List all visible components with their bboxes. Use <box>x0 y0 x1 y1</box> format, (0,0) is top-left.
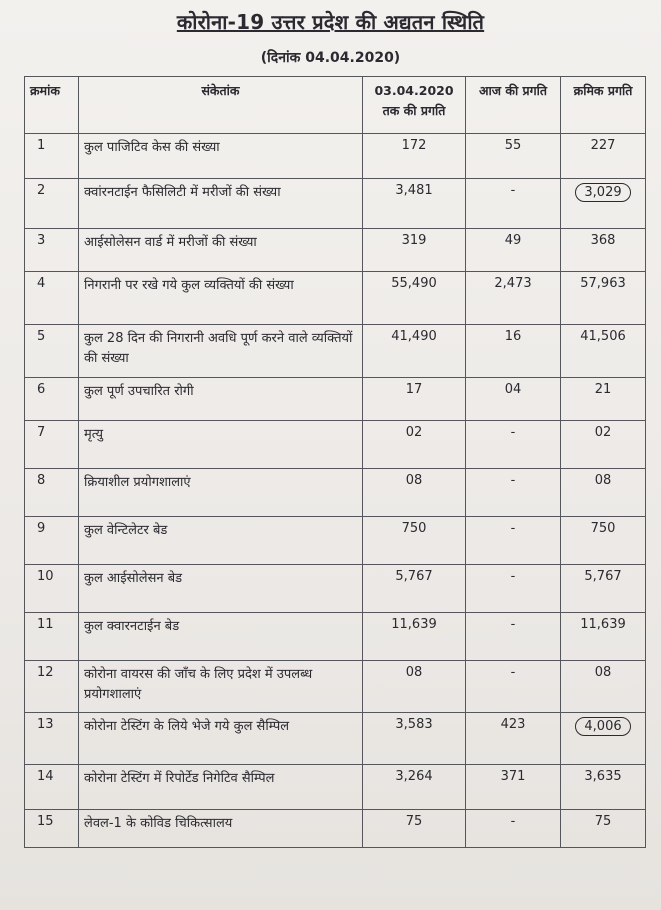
row-today-progress: - <box>466 421 561 469</box>
row-previous-progress: 75 <box>363 810 466 848</box>
row-indicator: कुल क्वारनटाईन बेड <box>79 613 363 661</box>
row-serial: 14 <box>25 765 79 810</box>
row-serial: 13 <box>25 713 79 765</box>
row-previous-progress: 41,490 <box>363 325 466 378</box>
row-indicator: कुल पूर्ण उपचारित रोगी <box>79 378 363 421</box>
row-cumulative-progress: 5,767 <box>561 565 646 613</box>
row-serial: 12 <box>25 661 79 713</box>
table-row <box>25 765 646 810</box>
row-cumulative-progress <box>561 179 646 229</box>
header-previous: 03.04.2020 तक की प्रगति <box>363 77 466 134</box>
row-previous-progress: 08 <box>363 661 466 713</box>
row-indicator: निगरानी पर रखे गये कुल व्यक्तियों की संख्या <box>79 272 363 325</box>
row-indicator: क्रियाशील प्रयोगशालाएं <box>79 469 363 517</box>
row-cumulative-progress: 11,639 <box>561 613 646 661</box>
row-today-progress: 55 <box>466 134 561 179</box>
row-cumulative-progress: 57,963 <box>561 272 646 325</box>
row-today-progress: 371 <box>466 765 561 810</box>
row-previous-progress: 11,639 <box>363 613 466 661</box>
page-title: कोरोना-19 उत्तर प्रदेश की अद्यतन स्थिति <box>176 10 485 34</box>
row-serial: 3 <box>25 229 79 272</box>
row-indicator: आईसोलेसन वार्ड में मरीजों की संख्या <box>79 229 363 272</box>
row-cumulative-progress: 08 <box>561 469 646 517</box>
circled-value: 4,006 <box>575 717 630 736</box>
row-today-progress: - <box>466 810 561 848</box>
row-previous-progress: 3,264 <box>363 765 466 810</box>
row-previous-progress: 3,481 <box>363 179 466 229</box>
table-row <box>25 179 646 229</box>
row-today-progress: 2,473 <box>466 272 561 325</box>
header-today: आज की प्रगति <box>466 77 561 134</box>
row-serial: 10 <box>25 565 79 613</box>
row-cumulative-progress: 368 <box>561 229 646 272</box>
row-today-progress: 49 <box>466 229 561 272</box>
table-row <box>25 272 646 325</box>
page-subtitle: (दिनांक 04.04.2020) <box>260 50 401 66</box>
table-row <box>25 517 646 565</box>
header-serial: क्रमांक <box>25 77 79 134</box>
table-row <box>25 810 646 848</box>
row-previous-progress: 02 <box>363 421 466 469</box>
row-cumulative-progress: 08 <box>561 661 646 713</box>
row-indicator: क्वांरनटाईन फैसिलिटी में मरीजों की संख्या <box>79 179 363 229</box>
row-today-progress: 16 <box>466 325 561 378</box>
row-indicator: लेवल-1 के कोविड चिकित्सालय <box>79 810 363 848</box>
status-table <box>24 76 646 848</box>
row-previous-progress: 3,583 <box>363 713 466 765</box>
row-today-progress: - <box>466 613 561 661</box>
row-today-progress: - <box>466 565 561 613</box>
table-row <box>25 713 646 765</box>
row-cumulative-progress: 02 <box>561 421 646 469</box>
table-row <box>25 613 646 661</box>
row-previous-progress: 55,490 <box>363 272 466 325</box>
row-today-progress: - <box>466 517 561 565</box>
row-serial: 5 <box>25 325 79 378</box>
row-serial: 15 <box>25 810 79 848</box>
table-row <box>25 229 646 272</box>
table-row <box>25 565 646 613</box>
row-today-progress: - <box>466 469 561 517</box>
row-indicator: मृत्यु <box>79 421 363 469</box>
row-indicator: कुल 28 दिन की निगरानी अवधि पूर्ण करने वाले व्यक्तियों की संख्या <box>79 325 363 378</box>
row-previous-progress: 750 <box>363 517 466 565</box>
row-today-progress: 04 <box>466 378 561 421</box>
row-previous-progress: 17 <box>363 378 466 421</box>
row-serial: 2 <box>25 179 79 229</box>
table-header-row <box>25 77 646 134</box>
row-cumulative-progress: 3,635 <box>561 765 646 810</box>
row-indicator: कोरोना टेस्टिंग के लिये भेजे गये कुल सैम्पिल <box>79 713 363 765</box>
row-indicator: कोरोना टेस्टिंग में रिपोर्टेड निगेटिव सैम्पिल <box>79 765 363 810</box>
row-serial: 1 <box>25 134 79 179</box>
row-serial: 6 <box>25 378 79 421</box>
table-row <box>25 661 646 713</box>
row-cumulative-progress: 750 <box>561 517 646 565</box>
row-indicator: कुल आईसोलेसन बेड <box>79 565 363 613</box>
table-row <box>25 378 646 421</box>
row-cumulative-progress: 41,506 <box>561 325 646 378</box>
row-cumulative-progress: 21 <box>561 378 646 421</box>
row-previous-progress: 5,767 <box>363 565 466 613</box>
row-serial: 11 <box>25 613 79 661</box>
row-serial: 8 <box>25 469 79 517</box>
row-today-progress: - <box>466 179 561 229</box>
header-cumulative: क्रमिक प्रगति <box>561 77 646 134</box>
table-row <box>25 469 646 517</box>
row-previous-progress: 319 <box>363 229 466 272</box>
table-row <box>25 421 646 469</box>
row-indicator: कुल पाजिटिव केस की संख्या <box>79 134 363 179</box>
row-today-progress: 423 <box>466 713 561 765</box>
row-previous-progress: 172 <box>363 134 466 179</box>
row-indicator: कोरोना वायरस की जाँच के लिए प्रदेश में उपलब्ध प्रयोगशालाएं <box>79 661 363 713</box>
table-row <box>25 134 646 179</box>
row-serial: 7 <box>25 421 79 469</box>
row-previous-progress: 08 <box>363 469 466 517</box>
row-cumulative-progress: 75 <box>561 810 646 848</box>
table-row <box>25 325 646 378</box>
header-indicator: संकेतांक <box>79 77 363 134</box>
row-indicator: कुल वेन्टिलेटर बेड <box>79 517 363 565</box>
circled-value: 3,029 <box>575 183 630 202</box>
row-cumulative-progress <box>561 713 646 765</box>
row-cumulative-progress: 227 <box>561 134 646 179</box>
row-serial: 9 <box>25 517 79 565</box>
row-today-progress: - <box>466 661 561 713</box>
row-serial: 4 <box>25 272 79 325</box>
